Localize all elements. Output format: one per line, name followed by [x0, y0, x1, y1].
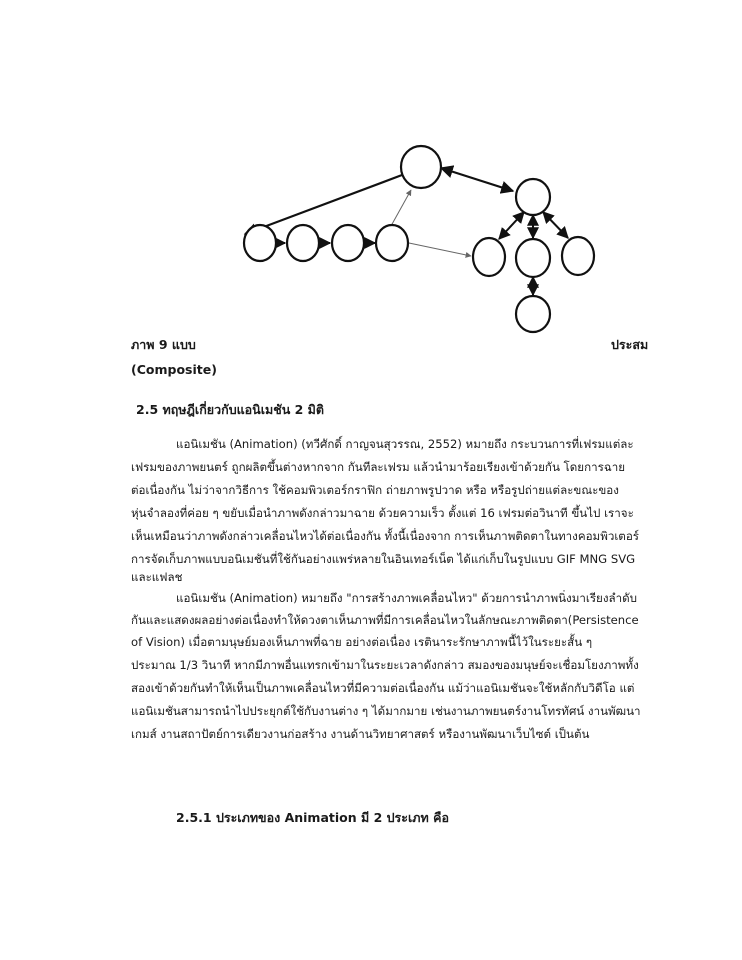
figure-caption-prefix: ภาพ 9 แบบ	[131, 337, 196, 352]
paragraph1-line: หุ่นจำลองที่ค่อย ๆ ขยับเมื่อนำภาพดังกล่าวมาฉาย ด้วยความเร็ว ตั้งแต่ 16 เฟรมต่อวินาที ขึ้นไป เราจะ	[131, 506, 634, 520]
edge-hub-to-right	[543, 212, 568, 238]
node-top	[401, 146, 441, 188]
paragraph1-line: และแฟลช	[131, 570, 183, 584]
node-chain-1	[244, 225, 276, 261]
section-heading: 2.5 ทฤษฎีเกี่ยวกับแอนิเมชัน 2 มิติ	[136, 402, 325, 417]
paragraph2-line: สองเข้าด้วยกันทำให้เห็นเป็นภาพเคลื่อนไหวที่มีความต่อเนื่องกัน แม้ว่าแอนิเมชันจะใช้หลักกับวิดีโอ แต่	[131, 681, 635, 695]
node-branch-right	[562, 237, 594, 275]
node-chain-4	[376, 225, 408, 261]
subsection-heading: 2.5.1 ประเภทของ Animation มี 2 ประเภท คือ	[176, 810, 449, 825]
node-branch-middle	[516, 239, 550, 277]
paragraph2-line: เกมส์ งานสถาปัตย์การเดียวงานก่อสร้าง งานด้านวิทยาศาสตร์ หรืองานพัฒนาเว็บไซต์ เป็นต้น	[131, 727, 590, 741]
edge-hub-to-left	[499, 212, 524, 239]
paragraph1-line: แอนิเมชัน (Animation) (ทวีศักดิ์ กาญจนสุวรรณ, 2552) หมายถึง กระบวนการที่เฟรมแต่ละ	[176, 437, 634, 451]
paragraph1-line: ต่อเนื่องกัน ไม่ว่าจากวิธีการ ใช้คอมพิวเตอร์กราฟิก ถ่ายภาพรูปวาด หรือ หรือรูปถ่ายแต่ละขณะของ	[131, 483, 619, 497]
paragraph1-line: เฟรมของภาพยนตร์ ถูกผลิตขึ้นต่างหากจาก กันทีละเฟรม แล้วนำมาร้อยเรียงเข้าด้วยกัน โดยการฉาย	[131, 460, 626, 474]
node-branch-left	[473, 238, 505, 276]
paragraph1-line: การจัดเก็บภาพแบบอนิเมชันที่ใช้กันอย่างแพร่หลายในอินเทอร์เน็ต ได้แก่เก็บในรูปแบบ GIF MNG SVG	[131, 552, 636, 566]
paragraph2-line: of Vision) เมื่อตามนุษย์มองเห็นภาพที่ฉาย อย่างต่อเนื่อง เรตินาระรักษาภาพนี้ไว้ในระยะสั้น ๆ	[131, 635, 593, 649]
node-right-hub	[516, 179, 550, 215]
edge-chain-to-top	[391, 190, 411, 226]
node-chain-3	[332, 225, 364, 261]
edge-top-to-left-chain	[245, 175, 402, 234]
node-branch-bottom	[516, 296, 550, 332]
figure-caption-suffix: ประสม	[611, 337, 649, 352]
figure-caption-line2: (Composite)	[131, 362, 217, 377]
edge-chain-to-right-branch	[409, 243, 471, 256]
edge-top-to-right-hub	[441, 168, 513, 191]
paragraph2-line: แอนิเมชัน (Animation) หมายถึง "การสร้างภาพเคลื่อนไหว" ด้วยการนำภาพนิ่งมาเรียงลำดับ	[176, 591, 638, 605]
composite-structure-diagram	[0, 0, 742, 360]
paragraph2-line: ประมาณ 1/3 วินาที หากมีภาพอื่นแทรกเข้ามาในระยะเวลาดังกล่าว สมองของมนุษย์จะเชื่อมโยงภาพทั้ง	[131, 658, 639, 672]
paragraph2-line: แอนิเมชันสามารถนำไปประยุกต์ใช้กับงานต่าง ๆ ได้มากมาย เช่นงานภาพยนตร์งานโทรทัศน์ งานพัฒนา	[131, 704, 641, 718]
node-chain-2	[287, 225, 319, 261]
paragraph2-line: กันและแสดงผลอย่างต่อเนื่องทำให้ดวงตาเห็นภาพที่มีการเคลื่อนไหวในลักษณะภาพติดตา(Persistence	[131, 613, 639, 627]
paragraph1-line: เห็นเหมือนว่าภาพดังกล่าวเคลื่อนไหวได้ต่อเนื่องกัน ทั้งนี้เนื่องจาก การเห็นภาพติดตาในทางคอมพิวเตอร์	[131, 529, 640, 543]
